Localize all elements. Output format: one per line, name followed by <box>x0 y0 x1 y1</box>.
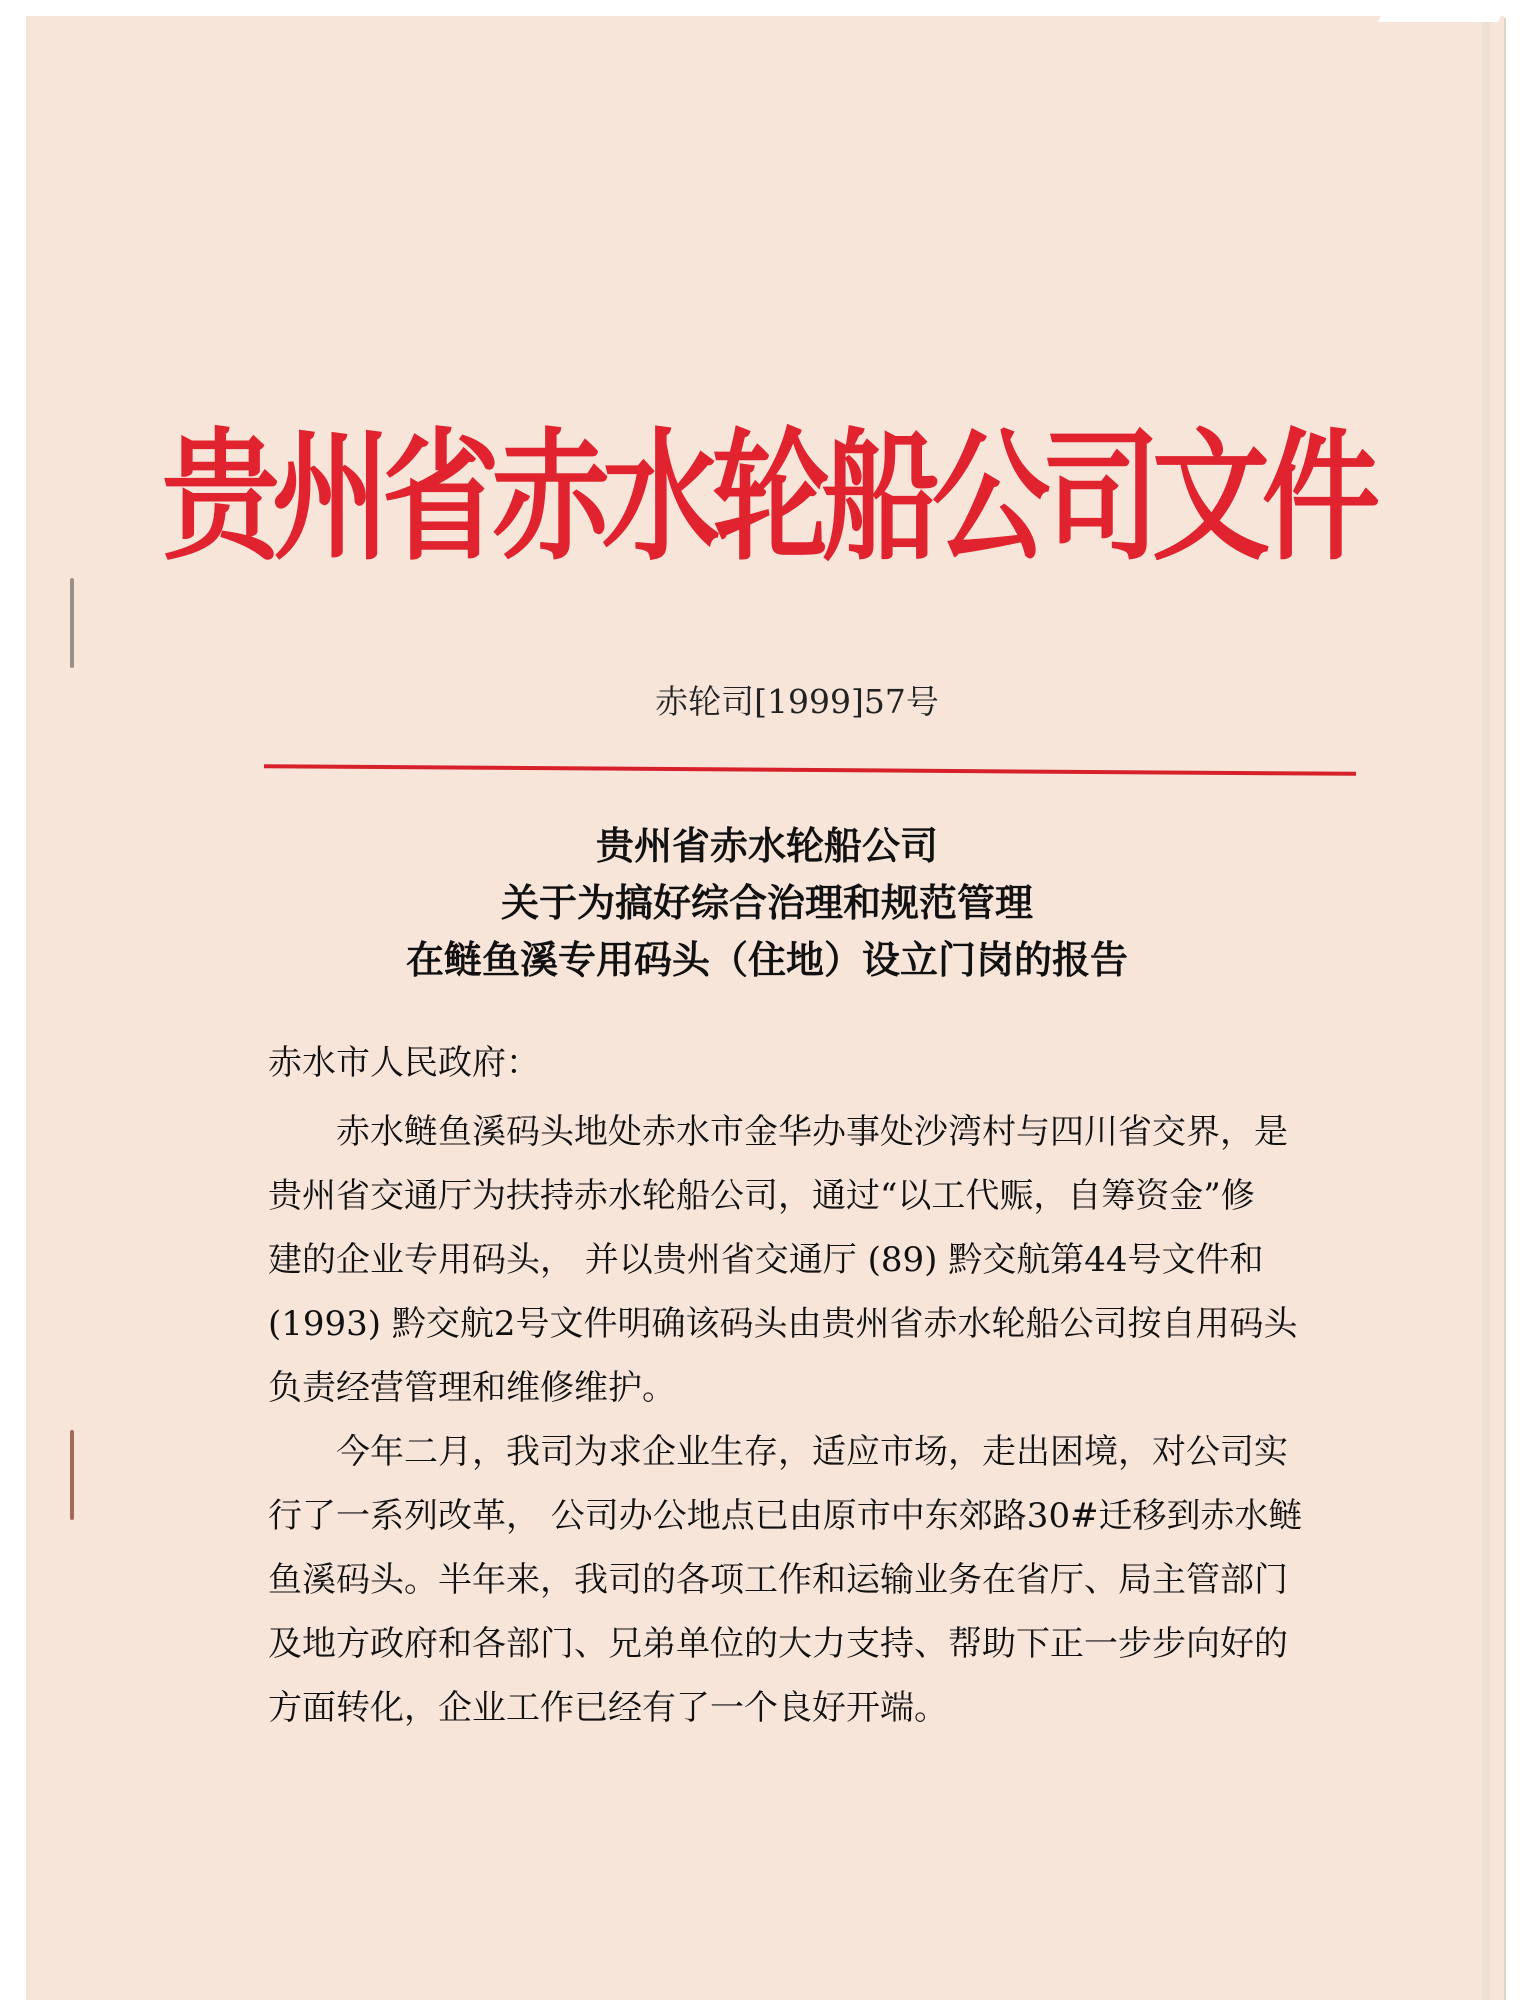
paragraph-1-line: 建的企业专用码头， 并以贵州省交通厅 (89) 黔交航第44号文件和 <box>268 1240 1264 1280</box>
paragraph-1-line: (1993) 黔交航2号文件明确该码头由贵州省赤水轮船公司按自用码头 <box>268 1304 1298 1344</box>
paragraph-2-line: 方面转化，企业工作已经有了一个良好开端。 <box>268 1688 948 1728</box>
page-corner <box>1378 0 1511 22</box>
letterhead-title: 贵州省赤水轮船公司文件 <box>161 413 1372 580</box>
salutation: 赤水市人民政府： <box>268 1043 540 1083</box>
paragraph-2-line: 今年二月，我司为求企业生存，适应市场，走出困境，对公司实 <box>336 1432 1288 1472</box>
document-number: 赤轮司[1999]57号 <box>655 682 939 721</box>
report-title-line-1: 贵州省赤水轮船公司 <box>595 823 938 868</box>
paragraph-1-line: 赤水鲢鱼溪码头地处赤水市金华办事处沙湾村与四川省交界，是 <box>336 1112 1288 1152</box>
paragraph-2-line: 鱼溪码头。半年来，我司的各项工作和运输业务在省厅、局主管部门 <box>268 1560 1288 1600</box>
page-edge <box>1482 16 1490 2000</box>
paragraph-1-line: 负责经营管理和维修维护。 <box>268 1368 676 1408</box>
staple-bottom <box>70 1430 74 1520</box>
paragraph-1-line: 贵州省交通厅为扶持赤水轮船公司，通过“以工代赈，自筹资金”修 <box>268 1176 1255 1216</box>
report-title-line-2: 关于为搞好综合治理和规范管理 <box>500 880 1033 925</box>
paragraph-2 <box>268 1420 1343 1740</box>
paragraph-2-line: 及地方政府和各部门、兄弟单位的大力支持、帮助下正一步步向好的 <box>268 1624 1288 1664</box>
staple-top <box>70 578 74 668</box>
paragraph-2-line: 行了一系列改革， 公司办公地点已由原市中东郊路30#迁移到赤水鲢 <box>268 1496 1303 1536</box>
report-title-line-3: 在鲢鱼溪专用码头（住地）设立门岗的报告 <box>405 937 1128 982</box>
paragraph-1 <box>268 1100 1343 1420</box>
